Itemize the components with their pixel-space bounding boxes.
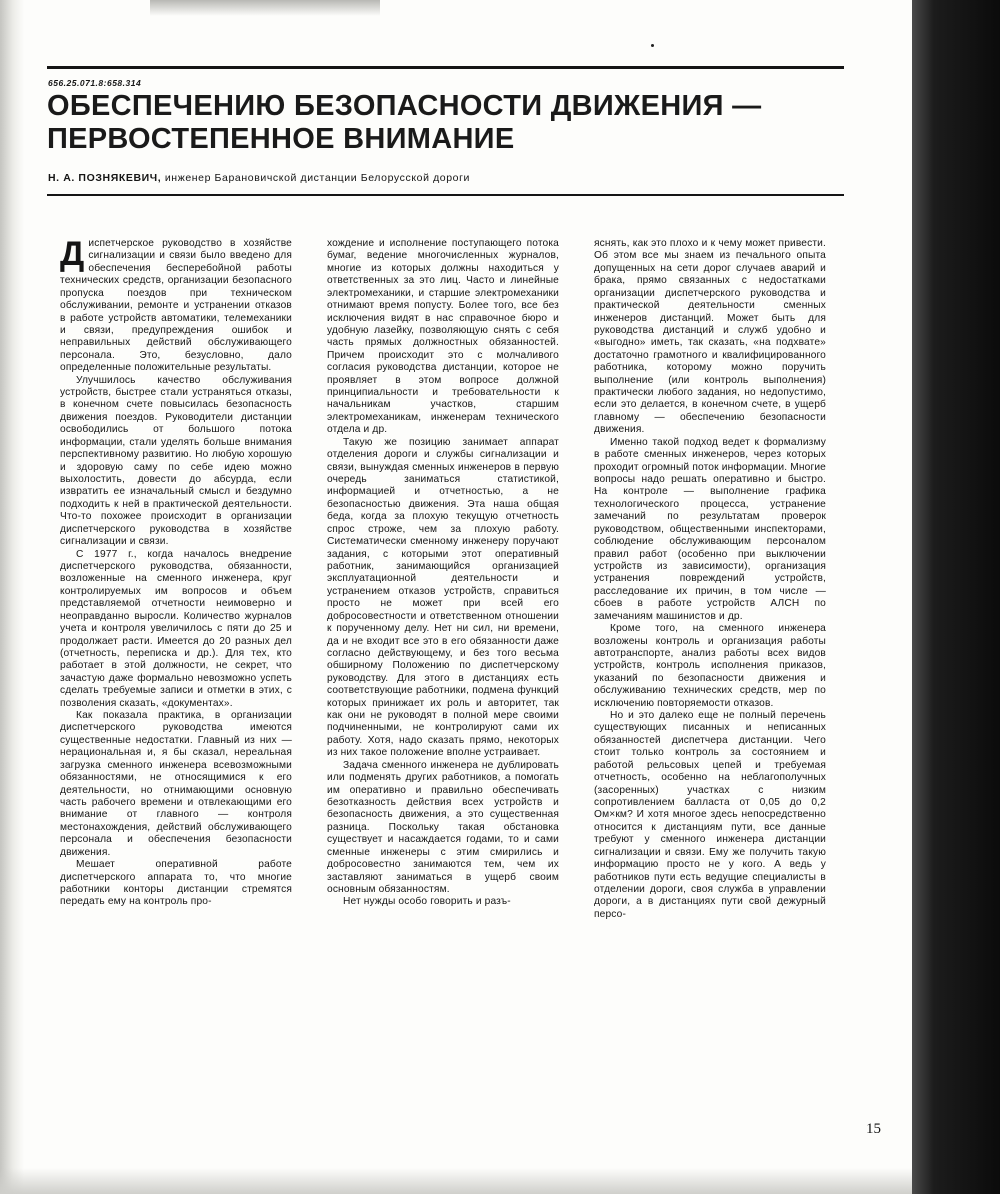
scan-speck bbox=[651, 44, 654, 47]
scan-bottom-shadow bbox=[0, 1168, 912, 1194]
paragraph: Такую же позицию занимает аппарат отделения дороги и службы сигнализации и связи, вынуждая сменных инженеров в первую очередь заниматься статистикой, информацией и отчетностью, а не безопасностью движения. Эта наша общая беда, когда за плохую текущую отчетность спрос строже, чем за плохую работу. Систематически сменному инженеру поручают задания, с которыми этот оперативный работник, занимающийся организацией эксплуатационной деятельности и устранением отказов устройств, справиться просто не может при всей его добросовестности и ответственном отношении к порученному делу. Нет ни сил, ни времени, да и не входит все это в его обязанности даже согласно действующему, и без того весьма обширному Положению по диспетчерскому руководству. Для этого в дистанциях есть соответствующие работники, подмена функций которых принижает их роль и авторитет, так как они не руководят в полной мере своими подчиненными, не контролируют сами их работу. Хотя, надо сказать прямо, некоторых из них такое положение вполне устраивает. bbox=[327, 436, 559, 759]
paragraph: Кроме того, на сменного инженера возложены контроль и организация работы автотранспорте, анализ работы всех видов устройств, контроль исполнения приказов, указаний по безопасности движения и обслуживанию технических средств, мер по исключению повторяемости отказов. bbox=[594, 623, 826, 709]
article-column-3 bbox=[594, 238, 826, 921]
paragraph-text: испетчерское руководство в хозяйстве сигнализации и связи было введено для обеспечения бесперебойной работы технических средств, организации безопасного пропуска поездов при техническом обслуживании, ремонте и устранении отказов в работе устройств автоматики, телемеханики и связи, предупреждения ошибок и неправильных действий обслуживающего персонала. Это, безусловно, дало определенные положительные результаты. bbox=[60, 238, 292, 374]
author-name: Н. А. ПОЗНЯКЕВИЧ, bbox=[48, 172, 162, 184]
scan-top-shadow bbox=[150, 0, 380, 16]
paragraph: Мешает оперативной работе диспетчерского аппарата то, что многие работники конторы дистанции стремятся передать ему на контроль про- bbox=[60, 859, 292, 908]
paragraph: Но и это далеко еще не полный перечень существующих писанных и неписанных обязанностей диспетчера дистанции. Чего стоит только контроль за состоянием и работой рельсовых цепей и требуемая отчетность, особенно на неблагополучных (засоренных) участках с низким сопротивлением балласта от 0,05 до 0,2 Ом×км? И хотя многое здесь непосредственно относится к дистанциям пути, все данные требуют у сменного инженера дистанции сигнализации и связи. Ему же получить такую информацию просто не у кого. А ведь у работников пути есть ведущие специалисты в отделении дороги, своя служба в управлении дороги, а в дистанциях пути свой дежурный персо- bbox=[594, 710, 826, 920]
scan-left-shadow bbox=[0, 0, 24, 1194]
paragraph: Именно такой подход ведет к формализму в работе сменных инженеров, через которых проходит огромный поток информации. Многие вопросы надо решать оперативно и быстро. На контроле — выполнение графика технологического процесса, устранение замечаний по результатам проверок руководством, общественными инспекторами, соблюдение обслуживающим персоналом правил работ (особенно при выключении устройств из зависимости), организация устранения повреждений устройств, расследование их причин, в том числе — сбоев в работе устройств АЛСН по замечаниям машинистов и др. bbox=[594, 436, 826, 622]
header-rule bbox=[47, 66, 844, 69]
article-column-2 bbox=[327, 238, 559, 909]
page-number: 15 bbox=[866, 1121, 881, 1137]
paragraph: Как показала практика, в организации диспетчерского руководства имеются существенные недостатки. Главный из них — нерациональная и, я бы сказал, нереальная загрузка сменного инженера всевозможными обязанностями, не относящимися к его деятельности, но отнимающими основную часть рабочего времени и отвлекающими его внимание от главного — контроля местонахождения, действий обслуживающего персонала и обеспечения безопасности движения. bbox=[60, 710, 292, 858]
article-column-1 bbox=[60, 235, 292, 909]
paragraph: Улучшилось качество обслуживания устройств, быстрее стали устраняться отказы, в конечном счете повысилась безопасность движения поездов. Руководители дистанции освободились от большого потока информации, стали уделять больше внимания перспективному развитию. Но любую хорошую и здоровую саму по себе идею можно выхолостить, довести до абсурда, если извратить ее изначальный смысл и бездумно подходить к ней в практической деятельности. Что-то похожее происходит в организации диспетчерского руководства в хозяйстве сигнализации и связи. bbox=[60, 374, 292, 548]
byline bbox=[48, 172, 470, 184]
byline-rule bbox=[47, 194, 844, 196]
article-title bbox=[47, 90, 847, 156]
paragraph: хождение и исполнение поступающего потока бумаг, ведение многочисленных журналов, многие из которых должны находиться у ответственных за это лиц. Часто и линейные электромеханики, и старшие электромеханики отнимают время попусту. Более того, все без исключения видят в нас справочное бюро и удобную лазейку, позволяющую снять с себя часть прямых должностных обязанностей. Причем происходит это с молчаливого согласия руководства дистанции, которое не проявляет в этом вопросе должной принципиальности и требовательности к начальникам участков, старшим электромеханикам, инженерам технического отдела и др. bbox=[327, 238, 559, 436]
drop-cap: Д bbox=[60, 235, 85, 273]
scan-right-border bbox=[912, 0, 1000, 1194]
paragraph: Задача сменного инженера не дублировать или подменять других работников, а помогать им оперативно и правильно обеспечивать безотказность действия всех устройств и безопасность движения, а это существенная разница. Поскольку такая обстановка существует и насаждается годами, то и сами сменные инженеры с этим смирились и добросовестно занимаются тем, чем их заставляют заниматься в ущерб своим основным обязанностям. bbox=[327, 759, 559, 895]
paragraph: С 1977 г., когда началось внедрение диспетчерского руководства, обязанности, возложенные на сменного инженера, круг контролируемых им вопросов и объем представляемой отчетности неимоверно и неоправданно выросли. Количество журналов учета и контроля увеличилось с пяти до 25 и продолжает расти. Имеется до 20 разных дел (отчетность, переписка и др.). Для тех, кто работает в этой должности, не секрет, что зачастую даже формально невозможно успеть сделать требуемые записи и отметки в этих, с позволения сказать, «документах». bbox=[60, 548, 292, 709]
paragraph bbox=[60, 235, 292, 375]
paragraph: Нет нужды особо говорить и разъ- bbox=[343, 896, 511, 908]
author-role: инженер Барановичской дистанции Белорусской дороги bbox=[164, 172, 471, 184]
udc-code: 656.25.071.8:658.314 bbox=[48, 78, 142, 88]
article-title-line-1: ОБЕСПЕЧЕНИЮ БЕЗОПАСНОСТИ ДВИЖЕНИЯ — bbox=[47, 90, 762, 122]
paragraph: яснять, как это плохо и к чему может привести. Об этом все мы знаем из печального опыта допущенных на сети дорог случаев аварий и брака, прямо связанных с недостатками организации диспетчерского руководства и практической деятельности сменных инженеров дистанций. Может быть для руководства дистанций и служб удобно и «выгодно» иметь, так сказать, «на подхвате» достаточно грамотного и квалифицированного работника, которому можно поручить выполнение (или контроль выполнения) практически любого задания, но недопустимо, если это делается, в конечном счете, в ущерб главному — обеспечению безопасности движения. bbox=[594, 238, 826, 436]
article-title-line-2: ПЕРВОСТЕПЕННОЕ ВНИМАНИЕ bbox=[47, 123, 515, 155]
